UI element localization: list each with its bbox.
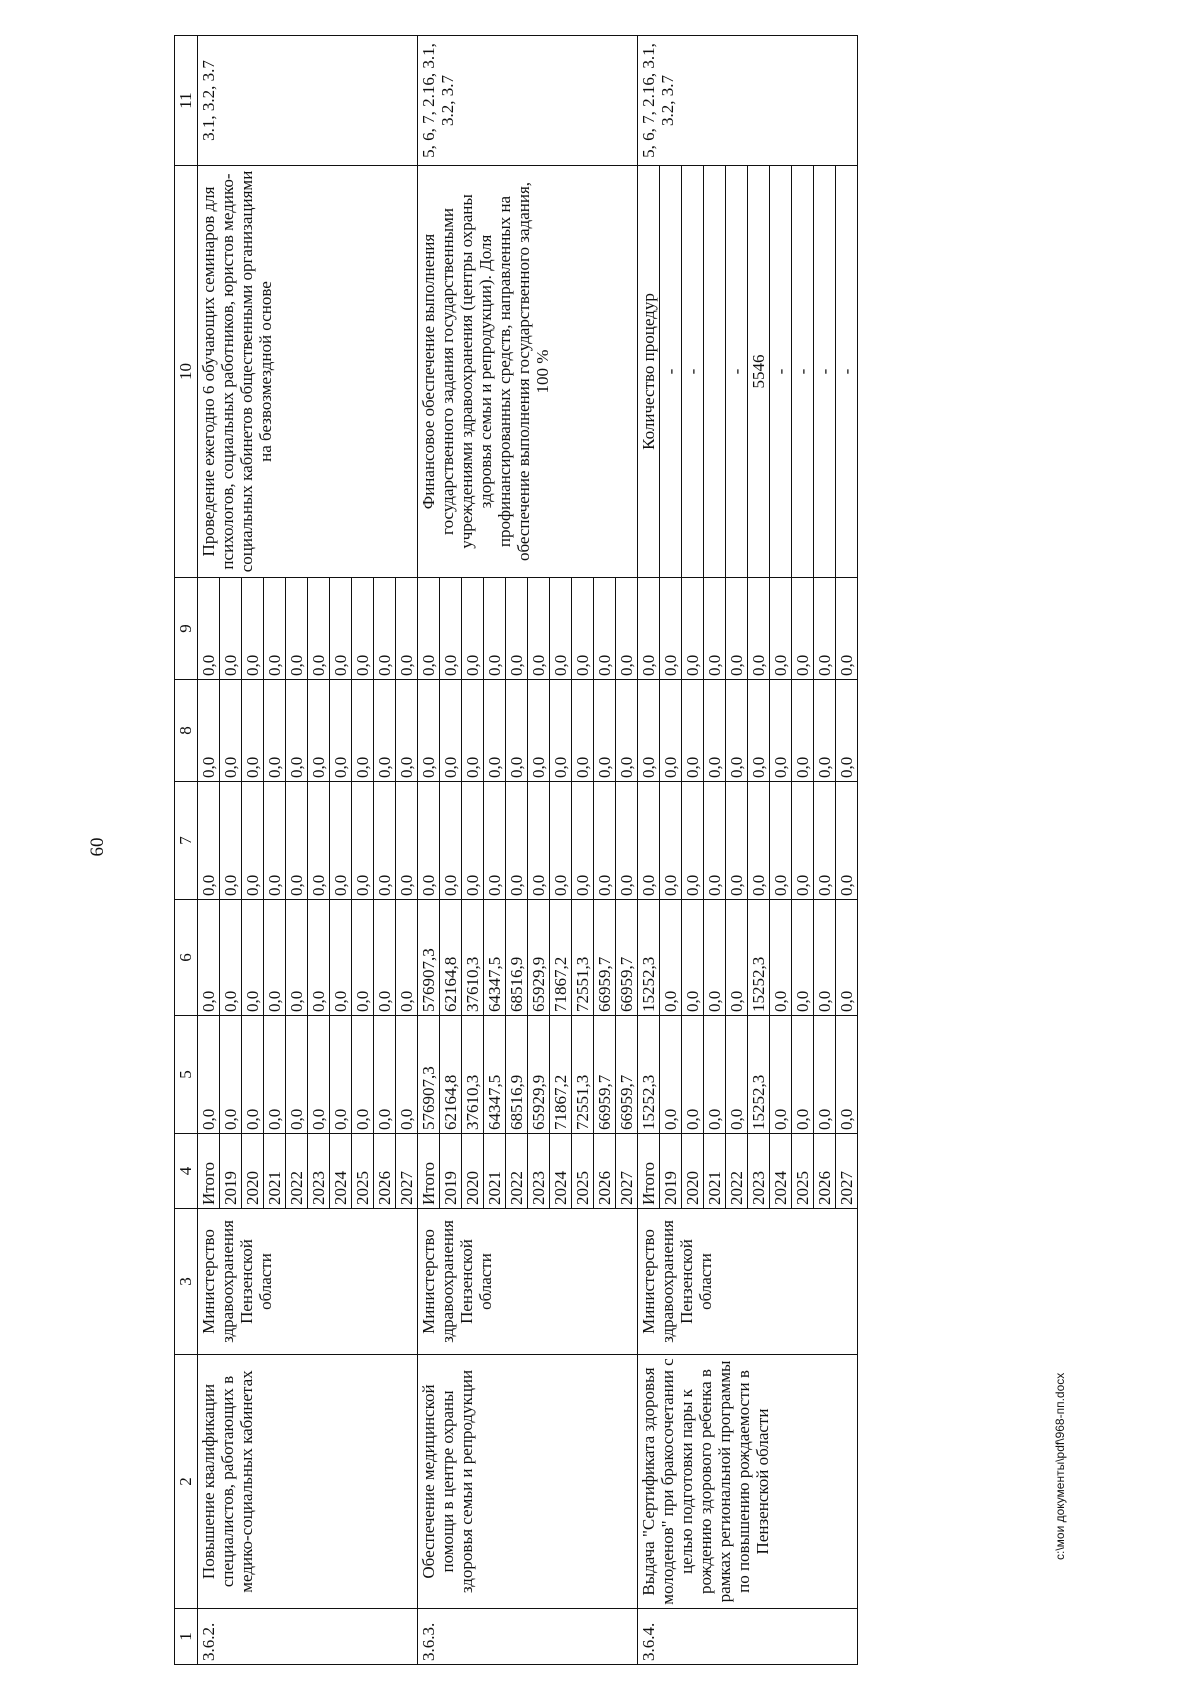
indicator-value: - bbox=[836, 166, 858, 578]
col-header-11: 11 bbox=[175, 36, 198, 166]
value-col-8: 0,0 bbox=[616, 680, 638, 782]
value-col-7: 0,0 bbox=[704, 782, 726, 900]
value-col-5: 15252,3 bbox=[748, 1016, 770, 1134]
value-col-5: 66959,7 bbox=[594, 1016, 616, 1134]
value-col-9: 0,0 bbox=[374, 578, 396, 680]
value-col-7: 0,0 bbox=[836, 782, 858, 900]
value-col-7: 0,0 bbox=[220, 782, 242, 900]
value-col-9: 0,0 bbox=[330, 578, 352, 680]
value-col-9: 0,0 bbox=[352, 578, 374, 680]
value-col-8: 0,0 bbox=[198, 680, 220, 782]
value-col-7: 0,0 bbox=[396, 782, 418, 900]
value-col-9: 0,0 bbox=[770, 578, 792, 680]
year-cell: Итого bbox=[198, 1134, 220, 1209]
value-col-7: 0,0 bbox=[418, 782, 440, 900]
indicator-value: - bbox=[726, 166, 748, 578]
year-cell: 2024 bbox=[330, 1134, 352, 1209]
section-number: 3.6.4. bbox=[638, 1609, 858, 1665]
value-col-8: 0,0 bbox=[836, 680, 858, 782]
value-col-6: 0,0 bbox=[792, 900, 814, 1016]
value-col-8: 0,0 bbox=[770, 680, 792, 782]
section-number: 3.6.3. bbox=[418, 1609, 638, 1665]
value-col-8: 0,0 bbox=[484, 680, 506, 782]
value-col-7: 0,0 bbox=[572, 782, 594, 900]
value-col-6: 0,0 bbox=[198, 900, 220, 1016]
value-col-6: 15252,3 bbox=[748, 900, 770, 1016]
value-col-8: 0,0 bbox=[594, 680, 616, 782]
value-col-6: 0,0 bbox=[726, 900, 748, 1016]
value-col-5: 72551,3 bbox=[572, 1016, 594, 1134]
year-cell: 2019 bbox=[440, 1134, 462, 1209]
value-col-9: 0,0 bbox=[440, 578, 462, 680]
value-col-5: 0,0 bbox=[704, 1016, 726, 1134]
value-col-8: 0,0 bbox=[418, 680, 440, 782]
value-col-6: 68516,9 bbox=[506, 900, 528, 1016]
value-col-8: 0,0 bbox=[374, 680, 396, 782]
value-col-8: 0,0 bbox=[726, 680, 748, 782]
value-col-7: 0,0 bbox=[594, 782, 616, 900]
value-col-9: 0,0 bbox=[242, 578, 264, 680]
year-cell: 2025 bbox=[792, 1134, 814, 1209]
column-number-row bbox=[175, 36, 198, 1665]
value-col-6: 0,0 bbox=[374, 900, 396, 1016]
value-col-6: 0,0 bbox=[220, 900, 242, 1016]
value-col-8: 0,0 bbox=[638, 680, 660, 782]
value-col-7: 0,0 bbox=[264, 782, 286, 900]
value-col-9: 0,0 bbox=[220, 578, 242, 680]
value-col-5: 0,0 bbox=[198, 1016, 220, 1134]
value-col-5: 576907,3 bbox=[418, 1016, 440, 1134]
value-col-8: 0,0 bbox=[748, 680, 770, 782]
table-row bbox=[638, 36, 660, 1665]
value-col-7: 0,0 bbox=[286, 782, 308, 900]
table-body bbox=[198, 36, 858, 1665]
value-col-8: 0,0 bbox=[440, 680, 462, 782]
value-col-5: 0,0 bbox=[242, 1016, 264, 1134]
value-col-6: 62164,8 bbox=[440, 900, 462, 1016]
value-col-5: 0,0 bbox=[814, 1016, 836, 1134]
value-col-9: 0,0 bbox=[396, 578, 418, 680]
value-col-8: 0,0 bbox=[286, 680, 308, 782]
value-col-5: 0,0 bbox=[660, 1016, 682, 1134]
col-header-5: 5 bbox=[175, 1016, 198, 1134]
year-cell: 2022 bbox=[286, 1134, 308, 1209]
indicator-value: - bbox=[814, 166, 836, 578]
year-cell: 2022 bbox=[726, 1134, 748, 1209]
value-col-5: 68516,9 bbox=[506, 1016, 528, 1134]
year-cell: 2027 bbox=[616, 1134, 638, 1209]
value-col-9: 0,0 bbox=[792, 578, 814, 680]
value-col-9: 0,0 bbox=[462, 578, 484, 680]
value-col-8: 0,0 bbox=[792, 680, 814, 782]
value-col-9: 0,0 bbox=[638, 578, 660, 680]
value-col-5: 15252,3 bbox=[638, 1016, 660, 1134]
links: 3.1, 3.2, 3.7 bbox=[198, 36, 418, 166]
value-col-6: 66959,7 bbox=[594, 900, 616, 1016]
value-col-5: 0,0 bbox=[220, 1016, 242, 1134]
value-col-6: 0,0 bbox=[770, 900, 792, 1016]
value-col-9: 0,0 bbox=[748, 578, 770, 680]
value-col-6: 0,0 bbox=[264, 900, 286, 1016]
value-col-6: 65929,9 bbox=[528, 900, 550, 1016]
value-col-5: 0,0 bbox=[682, 1016, 704, 1134]
value-col-5: 0,0 bbox=[374, 1016, 396, 1134]
value-col-8: 0,0 bbox=[220, 680, 242, 782]
indicator-value: - bbox=[792, 166, 814, 578]
year-cell: 2026 bbox=[814, 1134, 836, 1209]
value-col-7: 0,0 bbox=[242, 782, 264, 900]
value-col-9: 0,0 bbox=[660, 578, 682, 680]
value-col-8: 0,0 bbox=[396, 680, 418, 782]
year-cell: 2020 bbox=[242, 1134, 264, 1209]
value-col-5: 37610,3 bbox=[462, 1016, 484, 1134]
value-col-7: 0,0 bbox=[660, 782, 682, 900]
col-header-3: 3 bbox=[175, 1209, 198, 1355]
rotated-table-wrapper bbox=[174, 36, 1079, 1665]
year-cell: 2021 bbox=[264, 1134, 286, 1209]
year-cell: 2021 bbox=[704, 1134, 726, 1209]
indicator-value: - bbox=[770, 166, 792, 578]
value-col-8: 0,0 bbox=[308, 680, 330, 782]
value-col-6: 15252,3 bbox=[638, 900, 660, 1016]
value-col-6: 0,0 bbox=[814, 900, 836, 1016]
indicator-value bbox=[704, 166, 726, 578]
value-col-7: 0,0 bbox=[462, 782, 484, 900]
value-col-9: 0,0 bbox=[572, 578, 594, 680]
measure-name: Обеспечение медицинской помощи в центре охраны здоровья семьи и репродукции bbox=[418, 1355, 638, 1609]
value-col-6: 0,0 bbox=[682, 900, 704, 1016]
value-col-7: 0,0 bbox=[726, 782, 748, 900]
value-col-5: 0,0 bbox=[264, 1016, 286, 1134]
value-col-6: 0,0 bbox=[836, 900, 858, 1016]
value-col-9: 0,0 bbox=[594, 578, 616, 680]
value-col-7: 0,0 bbox=[308, 782, 330, 900]
year-cell: 2024 bbox=[550, 1134, 572, 1209]
value-col-6: 0,0 bbox=[396, 900, 418, 1016]
value-col-5: 0,0 bbox=[770, 1016, 792, 1134]
value-col-5: 64347,5 bbox=[484, 1016, 506, 1134]
value-col-9: 0,0 bbox=[836, 578, 858, 680]
year-cell: 2023 bbox=[308, 1134, 330, 1209]
value-col-5: 62164,8 bbox=[440, 1016, 462, 1134]
col-header-4: 4 bbox=[175, 1134, 198, 1209]
value-col-7: 0,0 bbox=[682, 782, 704, 900]
value-col-7: 0,0 bbox=[748, 782, 770, 900]
value-col-6: 0,0 bbox=[242, 900, 264, 1016]
value-col-8: 0,0 bbox=[462, 680, 484, 782]
indicator-value: - bbox=[660, 166, 682, 578]
value-col-6: 0,0 bbox=[308, 900, 330, 1016]
measure-name: Выдача "Сертификата здоровья молоденов" при бракосочетании с целью подготовки пары к рождению здорового ребенка в рамках региональной программы по повышению рождаемости в Пензенской области bbox=[638, 1355, 858, 1609]
year-cell: 2023 bbox=[748, 1134, 770, 1209]
value-col-5: 0,0 bbox=[308, 1016, 330, 1134]
value-col-5: 66959,7 bbox=[616, 1016, 638, 1134]
value-col-5: 0,0 bbox=[352, 1016, 374, 1134]
value-col-6: 71867,2 bbox=[550, 900, 572, 1016]
value-col-8: 0,0 bbox=[352, 680, 374, 782]
value-col-8: 0,0 bbox=[264, 680, 286, 782]
executor: Министерство здравоохранения Пензенской области bbox=[418, 1209, 638, 1355]
value-col-5: 0,0 bbox=[330, 1016, 352, 1134]
value-col-5: 0,0 bbox=[396, 1016, 418, 1134]
value-col-9: 0,0 bbox=[308, 578, 330, 680]
table-row bbox=[418, 36, 440, 1665]
year-cell: 2027 bbox=[836, 1134, 858, 1209]
value-col-5: 0,0 bbox=[726, 1016, 748, 1134]
value-col-6: 37610,3 bbox=[462, 900, 484, 1016]
value-col-8: 0,0 bbox=[330, 680, 352, 782]
value-col-8: 0,0 bbox=[572, 680, 594, 782]
value-col-8: 0,0 bbox=[682, 680, 704, 782]
value-col-9: 0,0 bbox=[704, 578, 726, 680]
year-cell: 2020 bbox=[462, 1134, 484, 1209]
value-col-7: 0,0 bbox=[330, 782, 352, 900]
col-header-6: 6 bbox=[175, 900, 198, 1016]
value-col-6: 0,0 bbox=[352, 900, 374, 1016]
year-cell: 2021 bbox=[484, 1134, 506, 1209]
year-cell: 2026 bbox=[374, 1134, 396, 1209]
value-col-7: 0,0 bbox=[792, 782, 814, 900]
year-cell: Итого bbox=[418, 1134, 440, 1209]
value-col-7: 0,0 bbox=[528, 782, 550, 900]
value-col-9: 0,0 bbox=[418, 578, 440, 680]
executor: Министерство здравоохранения Пензенской области bbox=[198, 1209, 418, 1355]
value-col-8: 0,0 bbox=[660, 680, 682, 782]
value-col-7: 0,0 bbox=[638, 782, 660, 900]
indicator-value: - bbox=[682, 166, 704, 578]
value-col-7: 0,0 bbox=[374, 782, 396, 900]
value-col-7: 0,0 bbox=[198, 782, 220, 900]
executor: Министерство здравоохранения Пензенской области bbox=[638, 1209, 858, 1355]
year-cell: 2027 bbox=[396, 1134, 418, 1209]
value-col-5: 0,0 bbox=[286, 1016, 308, 1134]
col-header-7: 7 bbox=[175, 782, 198, 900]
value-col-9: 0,0 bbox=[814, 578, 836, 680]
value-col-7: 0,0 bbox=[770, 782, 792, 900]
value-col-6: 64347,5 bbox=[484, 900, 506, 1016]
value-col-6: 66959,7 bbox=[616, 900, 638, 1016]
value-col-6: 576907,3 bbox=[418, 900, 440, 1016]
value-col-9: 0,0 bbox=[264, 578, 286, 680]
value-col-9: 0,0 bbox=[506, 578, 528, 680]
value-col-6: 0,0 bbox=[704, 900, 726, 1016]
indicator: Проведение ежегодно 6 обучающих семинаров для психологов, социальных работников, юристов медико-социальных кабинетов общественными организациями на безвозмездной основе bbox=[198, 166, 418, 578]
year-cell: 2019 bbox=[660, 1134, 682, 1209]
measure-name: Повышение квалификации специалистов, работающих в медико-социальных кабинетах bbox=[198, 1355, 418, 1609]
value-col-6: 0,0 bbox=[660, 900, 682, 1016]
value-col-9: 0,0 bbox=[616, 578, 638, 680]
value-col-9: 0,0 bbox=[726, 578, 748, 680]
year-cell: 2026 bbox=[594, 1134, 616, 1209]
value-col-7: 0,0 bbox=[352, 782, 374, 900]
col-header-2: 2 bbox=[175, 1355, 198, 1609]
value-col-9: 0,0 bbox=[484, 578, 506, 680]
value-col-8: 0,0 bbox=[704, 680, 726, 782]
value-col-7: 0,0 bbox=[484, 782, 506, 900]
col-header-8: 8 bbox=[175, 680, 198, 782]
indicator-value: Количество процедур bbox=[638, 166, 660, 578]
year-cell: 2024 bbox=[770, 1134, 792, 1209]
value-col-5: 0,0 bbox=[792, 1016, 814, 1134]
col-header-9: 9 bbox=[175, 578, 198, 680]
table-row bbox=[198, 36, 220, 1665]
value-col-7: 0,0 bbox=[506, 782, 528, 900]
value-col-8: 0,0 bbox=[550, 680, 572, 782]
value-col-8: 0,0 bbox=[814, 680, 836, 782]
links: 5, 6, 7, 2.16, 3.1, 3.2, 3.7 bbox=[418, 36, 638, 166]
value-col-7: 0,0 bbox=[550, 782, 572, 900]
links: 5, 6, 7, 2.16, 3.1, 3.2, 3.7 bbox=[638, 36, 858, 166]
year-cell: 2022 bbox=[506, 1134, 528, 1209]
col-header-10: 10 bbox=[175, 166, 198, 578]
value-col-5: 0,0 bbox=[836, 1016, 858, 1134]
section-number: 3.6.2. bbox=[198, 1609, 418, 1665]
indicator-value: 5546 bbox=[748, 166, 770, 578]
value-col-8: 0,0 bbox=[528, 680, 550, 782]
value-col-8: 0,0 bbox=[506, 680, 528, 782]
footer-file-path: c:\мои документы\pdf\968-пп.docx bbox=[1053, 1372, 1067, 1560]
value-col-6: 0,0 bbox=[330, 900, 352, 1016]
value-col-7: 0,0 bbox=[814, 782, 836, 900]
value-col-9: 0,0 bbox=[528, 578, 550, 680]
value-col-6: 0,0 bbox=[286, 900, 308, 1016]
year-cell: 2023 bbox=[528, 1134, 550, 1209]
value-col-6: 72551,3 bbox=[572, 900, 594, 1016]
col-header-1: 1 bbox=[175, 1609, 198, 1665]
value-col-9: 0,0 bbox=[550, 578, 572, 680]
year-cell: 2019 bbox=[220, 1134, 242, 1209]
indicator: Финансовое обеспечение выполнения государственного задания государственными учреждениями здравоохранения (центры охраны здоровья семьи и репродукции). Доля профинансированных средств, направленных на обеспечение выполнения государственного задания, 100 % bbox=[418, 166, 638, 578]
value-col-5: 71867,2 bbox=[550, 1016, 572, 1134]
year-cell: 2025 bbox=[352, 1134, 374, 1209]
year-cell: Итого bbox=[638, 1134, 660, 1209]
value-col-8: 0,0 bbox=[242, 680, 264, 782]
value-col-9: 0,0 bbox=[682, 578, 704, 680]
value-col-5: 65929,9 bbox=[528, 1016, 550, 1134]
year-cell: 2025 bbox=[572, 1134, 594, 1209]
page-number: 60 bbox=[87, 837, 108, 857]
value-col-9: 0,0 bbox=[286, 578, 308, 680]
value-col-7: 0,0 bbox=[440, 782, 462, 900]
year-cell: 2020 bbox=[682, 1134, 704, 1209]
program-table bbox=[174, 35, 858, 1665]
value-col-9: 0,0 bbox=[198, 578, 220, 680]
value-col-7: 0,0 bbox=[616, 782, 638, 900]
